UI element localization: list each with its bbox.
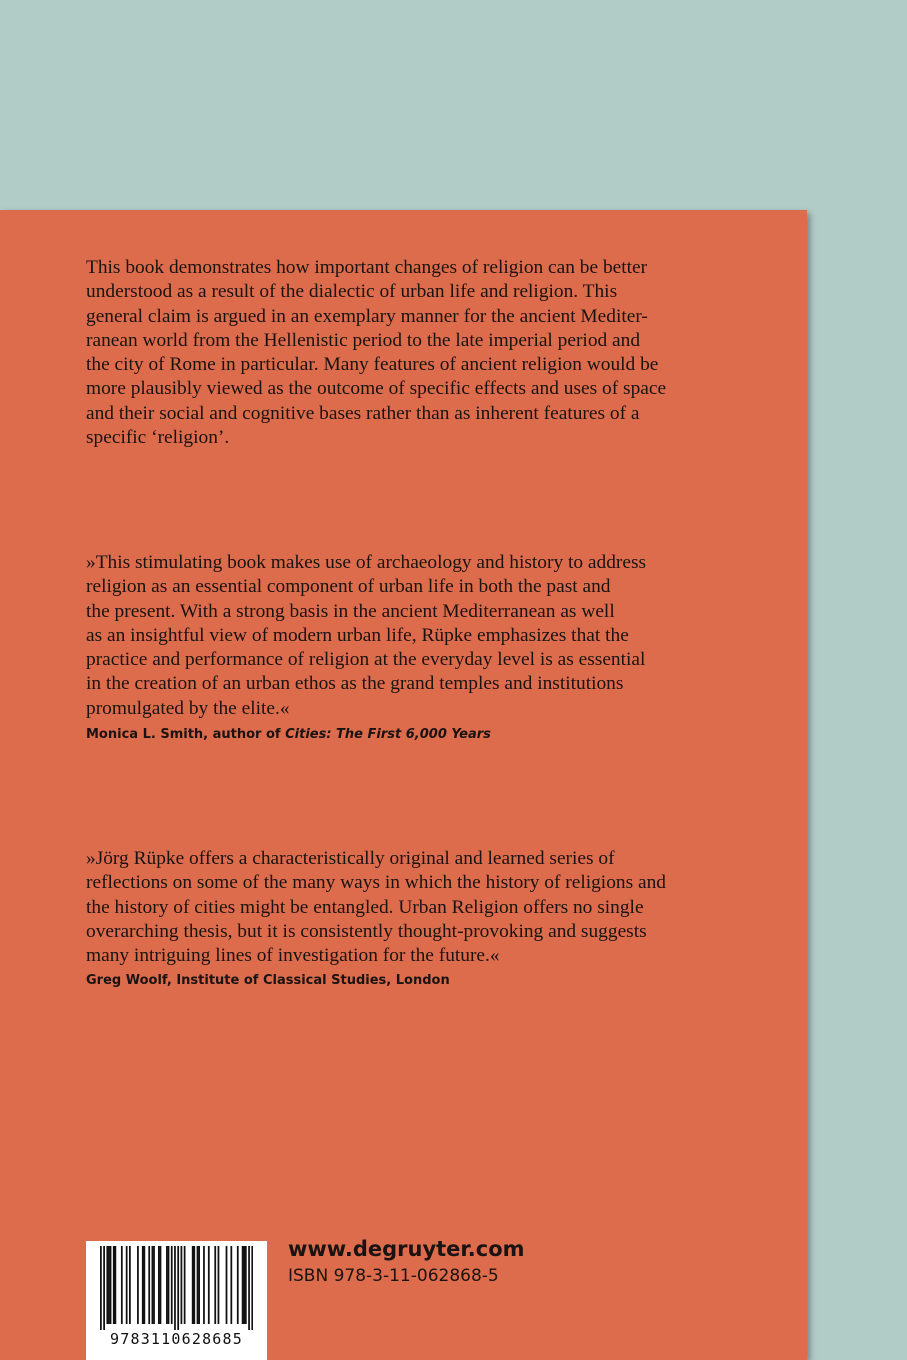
barcode-bar <box>152 1246 154 1324</box>
barcode-bar <box>198 1246 200 1324</box>
barcode-bar <box>114 1246 116 1324</box>
barcode-bar <box>230 1246 232 1324</box>
barcode-bar <box>208 1246 210 1324</box>
barcode-bar <box>100 1246 102 1330</box>
barcode-bar <box>166 1246 168 1324</box>
review-quote-1: »This stimulating book makes use of archaeology and history to address religion as an essential component of urban life in both the past and the present. With a strong basis in the ancient Mediterranean as well as an insightful view of modern urban life, Rüpke emphasizes that the practice and performance of religion at the everyday level is as essential in the creation of an urban ethos as the grand temples and institutions promulgated by the elite.« <box>86 552 647 719</box>
barcode-number: 9783110628685 <box>110 1330 243 1348</box>
review-author-1: Monica L. Smith, author of Cities: The First 6,000 Years <box>86 727 491 742</box>
barcode-bars <box>100 1246 253 1330</box>
barcode-bar <box>113 1246 115 1324</box>
barcode-bar <box>158 1246 160 1324</box>
barcode-bar <box>110 1246 112 1324</box>
barcode-bar <box>214 1246 216 1324</box>
barcode-bar <box>137 1246 139 1324</box>
review-quote-2: »Jörg Rüpke offers a characteristically original and learned series of reflections on some of the many ways in which the history of religions and the history of cities might be entangled. Urban Religion offers no single overarching thesis, but it is consistently thought-provoking and suggests many intriguing lines of investigation for the future.« <box>86 848 666 967</box>
barcode-bar <box>218 1246 220 1324</box>
barcode-bar <box>242 1246 244 1324</box>
barcode-bar <box>160 1246 162 1324</box>
barcode-bar <box>226 1246 228 1324</box>
barcode-bar <box>245 1246 247 1324</box>
barcode-bar <box>168 1246 170 1324</box>
barcode-bar <box>106 1246 108 1324</box>
publisher-website: www.degruyter.com <box>288 1237 525 1261</box>
barcode-bar <box>108 1246 110 1324</box>
barcode-bar <box>192 1246 194 1324</box>
barcode-bar <box>203 1246 205 1324</box>
barcode-bar <box>143 1246 145 1324</box>
barcode-bar <box>177 1246 179 1330</box>
barcode-bar <box>121 1246 123 1324</box>
barcode-bar <box>142 1246 144 1324</box>
review-author-2: Greg Woolf, Institute of Classical Studies, London <box>86 973 450 988</box>
barcode-bar <box>153 1246 155 1324</box>
barcode-bar <box>184 1246 186 1324</box>
barcode-bar <box>251 1246 253 1330</box>
barcode-bar <box>248 1246 250 1330</box>
barcode-bar <box>126 1246 128 1324</box>
isbn-number: ISBN 978-3-11-062868-5 <box>288 1266 499 1286</box>
barcode-bar <box>103 1246 105 1330</box>
review-work-title: Cities: The First 6,000 Years <box>285 727 491 742</box>
barcode-bar <box>174 1246 176 1330</box>
barcode-bar <box>129 1246 131 1324</box>
barcode-bar <box>193 1246 195 1324</box>
barcode-bar <box>197 1246 199 1324</box>
barcode-bar <box>181 1246 183 1324</box>
barcode-bar <box>243 1246 245 1324</box>
barcode-bar <box>171 1246 173 1324</box>
barcode-bar <box>237 1246 239 1324</box>
barcode <box>86 1241 267 1360</box>
barcode-bar <box>148 1246 150 1324</box>
book-description: This book demonstrates how important changes of religion can be better understood as a result of the dialectic of urban life and religion. This general claim is argued in an exemplary manner for the ancient Mediter- ranean world from the Hellenistic period to the late imperial period and the city of Rome in particular. Many features of ancient religion would be more plausibly viewed as the outcome of specific effects and uses of space and their social and cognitive bases rather than as inherent features of a specific ‘religion’. <box>86 257 667 449</box>
